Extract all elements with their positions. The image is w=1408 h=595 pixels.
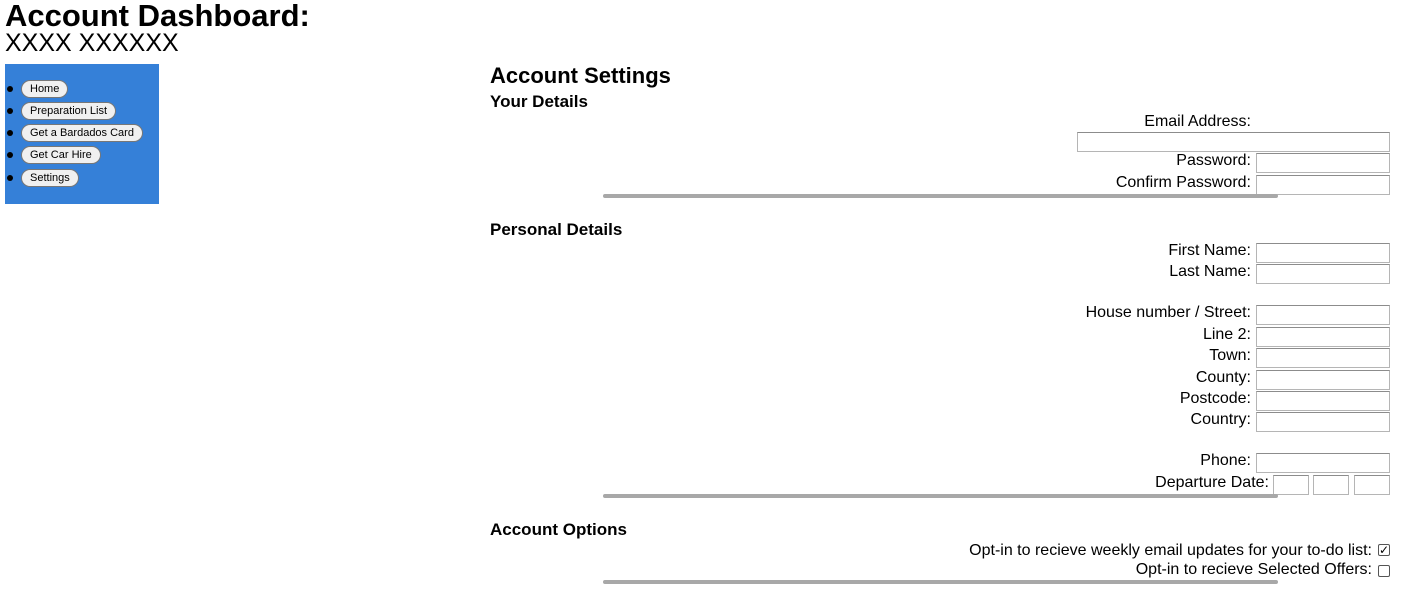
line2-field[interactable]	[1256, 327, 1390, 347]
first-name-field[interactable]	[1256, 243, 1390, 263]
email-label: Email Address:	[1144, 113, 1251, 130]
phone-field[interactable]	[1256, 453, 1390, 473]
page-title: Account Dashboard:	[5, 0, 310, 33]
password-field[interactable]	[1256, 153, 1390, 173]
preparation-list-button[interactable]: Preparation List	[21, 102, 116, 120]
section-divider	[603, 194, 1278, 198]
line2-label: Line 2:	[1202, 326, 1251, 343]
account-settings-title: Account Settings	[490, 63, 671, 88]
town-label: Town:	[1209, 347, 1251, 364]
country-label: Country:	[1190, 411, 1251, 428]
section-divider	[603, 494, 1278, 498]
settings-button[interactable]: Settings	[21, 169, 79, 187]
weekly-updates-checkbox[interactable]: ✓	[1379, 543, 1390, 557]
offers-checkbox[interactable]	[1378, 565, 1390, 577]
bullet-icon	[7, 86, 13, 92]
car-hire-button[interactable]: Get Car Hire	[21, 146, 101, 164]
personal-details-heading: Personal Details	[490, 220, 623, 239]
departure-date-label: Departure Date:	[1155, 474, 1269, 491]
phone-label: Phone:	[1200, 452, 1251, 469]
street-label: House number / Street:	[1085, 304, 1251, 321]
first-name-label: First Name:	[1168, 242, 1251, 259]
county-field[interactable]	[1256, 370, 1390, 390]
departure-day-field[interactable]	[1273, 475, 1309, 495]
your-details-heading: Your Details	[490, 92, 588, 111]
postcode-label: Postcode:	[1179, 390, 1251, 407]
bullet-icon	[7, 175, 13, 181]
section-divider	[603, 580, 1278, 584]
bardados-card-button[interactable]: Get a Bardados Card	[21, 124, 143, 142]
bullet-icon	[7, 130, 13, 136]
last-name-label: Last Name:	[1169, 263, 1251, 280]
email-field[interactable]	[1077, 132, 1390, 152]
country-field[interactable]	[1256, 412, 1390, 432]
weekly-updates-label: Opt-in to recieve weekly email updates for your to-do list:	[969, 542, 1372, 559]
county-label: County:	[1195, 369, 1251, 386]
account-options-heading: Account Options	[490, 520, 627, 539]
street-field[interactable]	[1256, 305, 1390, 325]
side-nav	[5, 64, 159, 204]
bullet-icon	[7, 108, 13, 114]
bullet-icon	[7, 152, 13, 158]
departure-year-field[interactable]	[1354, 475, 1390, 495]
offers-label: Opt-in to recieve Selected Offers:	[1135, 561, 1372, 578]
last-name-field[interactable]	[1256, 264, 1390, 284]
home-button[interactable]: Home	[21, 80, 68, 98]
town-field[interactable]	[1256, 348, 1390, 368]
departure-month-field[interactable]	[1313, 475, 1349, 495]
postcode-field[interactable]	[1256, 391, 1390, 411]
user-name: XXXX XXXXXX	[5, 29, 179, 57]
confirm-password-label: Confirm Password:	[1115, 174, 1251, 191]
password-label: Password:	[1176, 152, 1251, 169]
confirm-password-field[interactable]	[1256, 175, 1390, 195]
